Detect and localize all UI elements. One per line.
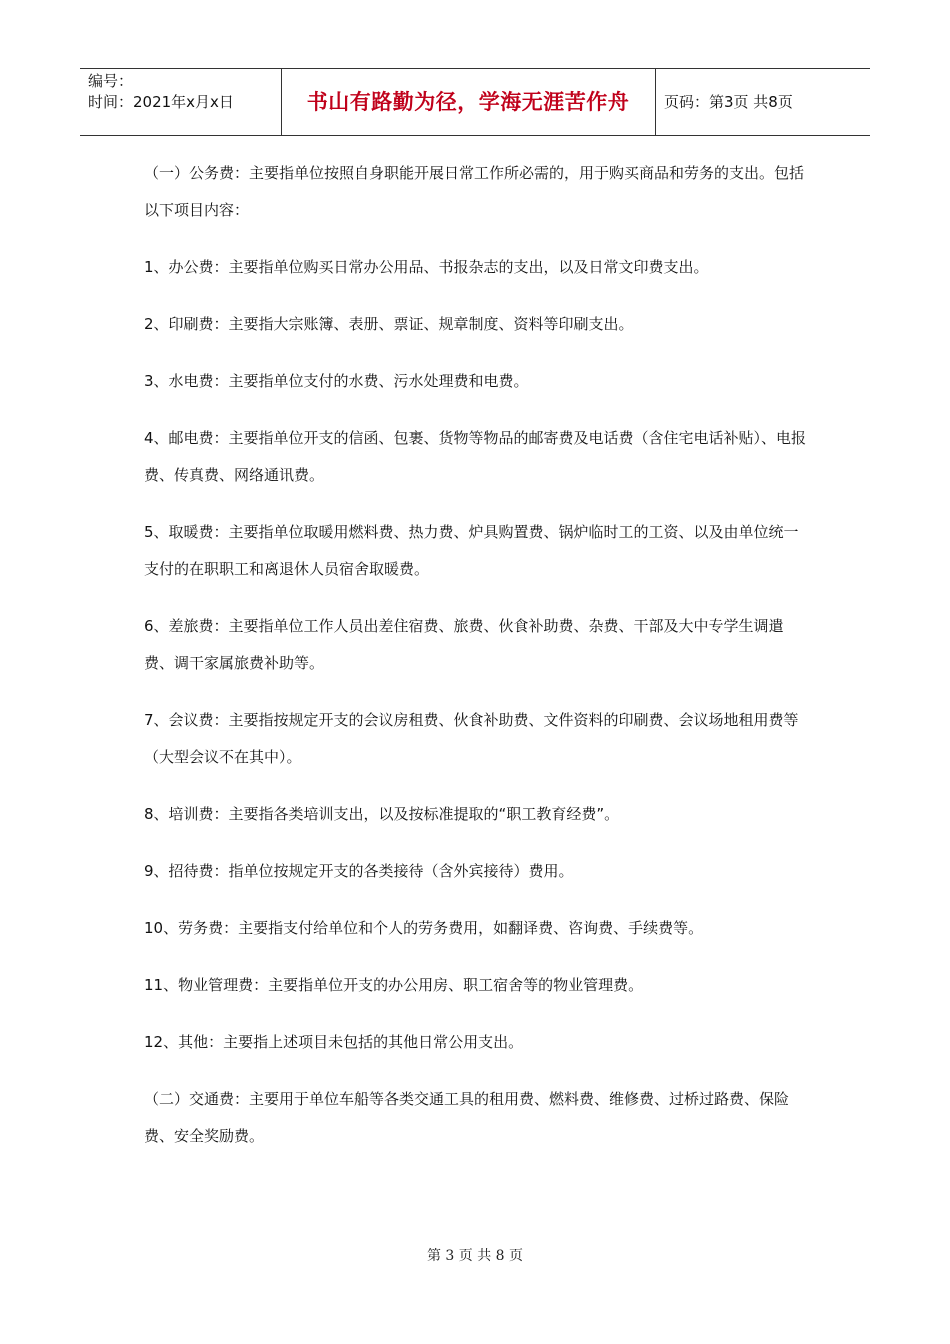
paragraph: （一）公务费：主要指单位按照自身职能开展日常工作所必需的，用于购买商品和劳务的支出。包括以下项目内容： <box>144 164 805 219</box>
page-header <box>80 68 870 136</box>
paragraph: 10、劳务费：主要指支付给单位和个人的劳务费用，如翻译费、咨询费、手续费等。 <box>144 919 704 937</box>
paragraph: 11、物业管理费：主要指单位开支的办公用房、职工宿舍等的物业管理费。 <box>144 976 644 994</box>
header-page-info: 页码：第3页 共8页 <box>664 93 793 111</box>
document-body <box>144 155 812 1175</box>
paragraph: （二）交通费：主要用于单位车船等各类交通工具的租用费、燃料费、维修费、过桥过路费、保险费、安全奖励费。 <box>144 1090 790 1145</box>
document-number-label: 编号： <box>88 72 134 90</box>
paragraph: 1、办公费：主要指单位购买日常办公用品、书报杂志的支出，以及日常文印费支出。 <box>144 258 709 276</box>
paragraph: 7、会议费：主要指按规定开支的会议房租费、伙食补助费、文件资料的印刷费、会议场地租用费等（大型会议不在其中）。 <box>144 711 799 766</box>
paragraph: 4、邮电费：主要指单位开支的信函、包裹、货物等物品的邮寄费及电话费（含住宅电话补贴）、电报费、传真费、网络通讯费。 <box>144 429 807 484</box>
header-motto: 书山有路勤为径，学海无涯苦作舟 <box>306 89 630 114</box>
paragraph: 5、取暖费：主要指单位取暖用燃料费、热力费、炉具购置费、锅炉临时工的工资、以及由单位统一支付的在职职工和离退休人员宿舍取暖费。 <box>144 523 799 578</box>
paragraph: 6、差旅费：主要指单位工作人员出差住宿费、旅费、伙食补助费、杂费、干部及大中专学生调遣费、调干家属旅费补助等。 <box>144 617 784 672</box>
paragraph: 2、印刷费：主要指大宗账簿、表册、票证、规章制度、资料等印刷支出。 <box>144 315 634 333</box>
paragraph: 3、水电费：主要指单位支付的水费、污水处理费和电费。 <box>144 372 529 390</box>
paragraph: 9、招待费：指单位按规定开支的各类接待（含外宾接待）费用。 <box>144 862 574 880</box>
paragraph: 12、其他：主要指上述项目未包括的其他日常公用支出。 <box>144 1033 524 1051</box>
page-footer: 第 3 页 共 8 页 <box>426 1248 524 1264</box>
paragraph: 8、培训费：主要指各类培训支出，以及按标准提取的“职工教育经费”。 <box>144 805 620 823</box>
header-divider <box>655 69 656 135</box>
document-time-label: 时间：2021年x月x日 <box>88 93 234 111</box>
header-meta <box>88 69 280 137</box>
